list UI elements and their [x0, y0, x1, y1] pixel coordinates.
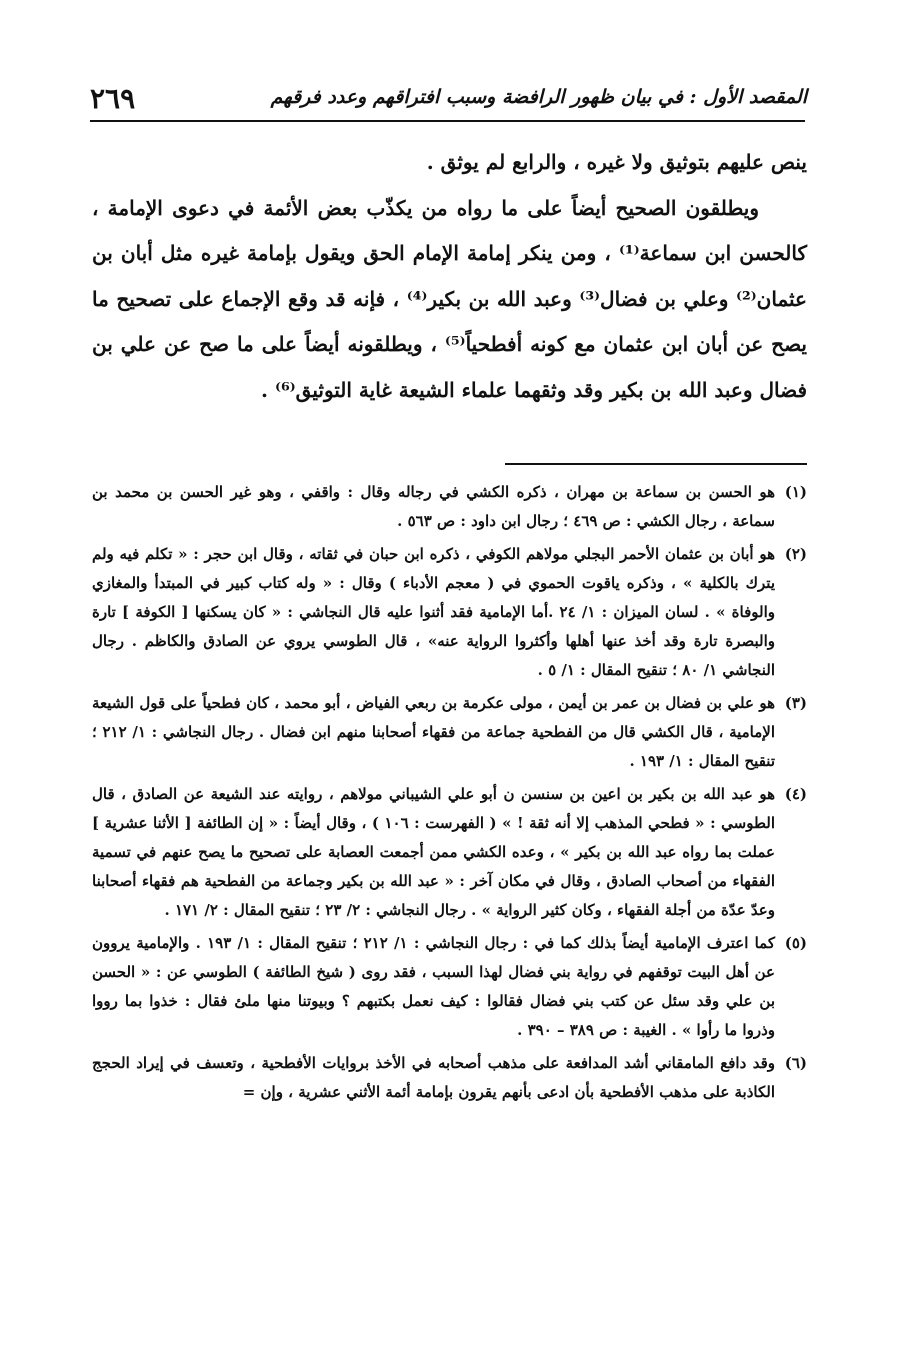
header-rule	[90, 120, 805, 122]
footnote-number: (٤)	[784, 785, 807, 803]
footnote-text: هو أبان بن عثمان الأحمر البجلي مولاهم الكوفي ، ذكره ابن حبان في ثقاته ، وقال ابن حجر : « تكلم فيه ولم يترك بالكلية » ، وذكره ياقوت الحموي في ( معجم الأدباء ) وقال : « وله كتاب كبير في المبتدأ والمغازي والوفاة » . لسان الميزان : ١/ ٢٤ .أما الإمامية فقد أثنوا عليه قال النجاشي : « كان يسكنها [ الكوفة ] تارة والبصرة تارة وقد أخذ عنها أهلها وأكثروا الرواية عنه» ، قال الطوسي يروي عن الصادق والكاظم . رجال النجاشي ١/ ٨٠ ؛ تنقيح المقال : ١/ ٥ .	[92, 545, 776, 679]
footnotes	[92, 478, 807, 1111]
footnote-separator	[505, 463, 807, 465]
footnote-text: كما اعترف الإمامية أيضاً بذلك كما في : رجال النجاشي : ١/ ٢١٢ ؛ تنقيح المقال : ١/ ١٩٣ . والإمامية يروون عن أهل البيت توقفهم في رواية بني فضال لهذا السبب ، فقد روى ( شيخ الطائفة ) الطوسي عن : « الحسن بن علي وقد سئل عن كتب بني فضال فقالوا : كيف نعمل بكتبهم ؟ وبيوتنا منها ملئ فقال : خذوا بما رووا وذروا ما رأوا » . الغيبة : ص ٣٨٩ – ٣٩٠ .	[92, 934, 775, 1039]
footnote-text: هو عبد الله بن بكير بن اعين بن سنسن ن أبو علي الشيباني مولاهم ، روايته عند الشيعة عن الصادق ، قال الطوسي : « فطحي المذهب إلا أنه ثقة ! » ( الفهرست : ١٠٦ ) ، وقال أيضاً : « إن الطائفة [ الأثنا عشرية ] عملت بما رواه عبد الله بن بكير » ، وعده الكشي ممن أجمعت العصابة على تصحيح ما يصح عنهم في تسمية الفقهاء من أصحاب الصادق ، وقال في مكان آخر : « عبد الله بن بكير وجماعة من الفطحية هم فقهاء أصحابنا وعدّ عدّة من أجلة الفقهاء ، وكان كثير الرواية » . رجال النجاشي : ٢/ ٢٣ ؛ تنقيح المقال : ٢/ ١٧١ .	[92, 785, 775, 919]
footnote-number: (١)	[784, 483, 807, 501]
main-text	[92, 140, 807, 413]
footnote-text: وقد دافع المامقاني أشد المدافعة على مذهب أصحابه في الأخذ بروايات الأفطحية ، وتعسف في إيراد الحجج الكاذبة على مذهب الأفطحية بأن ادعى بأنهم يقرون بإمامة أئمة الأثني عشرية ، وإن =	[92, 1054, 775, 1101]
page-number: ٢٦٩	[90, 82, 136, 115]
footnote-text: هو الحسن بن سماعة بن مهران ، ذكره الكشي في رجاله وقال : واقفي ، وهو غير الحسن بن محمد بن سماعة ، رجال الكشي : ص ٤٦٩ ؛ رجال ابن داود : ص ٥٦٣ .	[92, 483, 775, 530]
footnote	[92, 689, 807, 776]
footnote-number: (٦)	[784, 1054, 807, 1072]
footnote-number: (٥)	[784, 934, 807, 952]
footnote	[92, 478, 807, 536]
footnote-number: (٣)	[784, 694, 807, 712]
footnote	[92, 1049, 807, 1107]
footnote	[92, 540, 807, 685]
running-title: المقصد الأول : في بيان ظهور الرافضة وسبب افتراقهم وعدد فرقهم	[270, 86, 807, 108]
page-header	[90, 82, 807, 122]
main-paragraph: ينص عليهم بتوثيق ولا غيره ، والرابع لم يوثق .	[426, 150, 807, 174]
footnote-text: هو علي بن فضال بن عمر بن أيمن ، مولى عكرمة بن ربعي الفياض ، أبو محمد ، كان فطحياً على قول الشيعة الإمامية ، قال الكشي قال من الفطحية جماعة من فقهاء أصحابنا منهم ابن فضال . رجال النجاشي : ١/ ٢١٢ ؛ تنقيح المقال : ١/ ١٩٣ .	[92, 694, 776, 770]
footnote-number: (٢)	[784, 545, 807, 563]
footnote	[92, 929, 807, 1045]
footnote	[92, 780, 807, 925]
main-paragraph: ويطلقون الصحيح أيضاً على ما رواه من يكذّب بعض الأئمة في دعوى الإمامة ، كالحسن ابن سماعة⁽¹⁾ ، ومن ينكر إمامة الإمام الحق ويقول بإمامة غيره مثل أبان بن عثمان⁽²⁾ وعلي بن فضال⁽³⁾ وعبد الله بن بكير⁽⁴⁾ ، فإنه قد وقع الإجماع على تصحيح ما يصح عن أبان ابن عثمان مع كونه أفطحياً⁽⁵⁾ ، ويطلقونه أيضاً على ما صح عن علي بن فضال وعبد الله بن بكير وقد وثقهما علماء الشيعة غاية التوثيق⁽⁶⁾ .	[92, 195, 807, 402]
